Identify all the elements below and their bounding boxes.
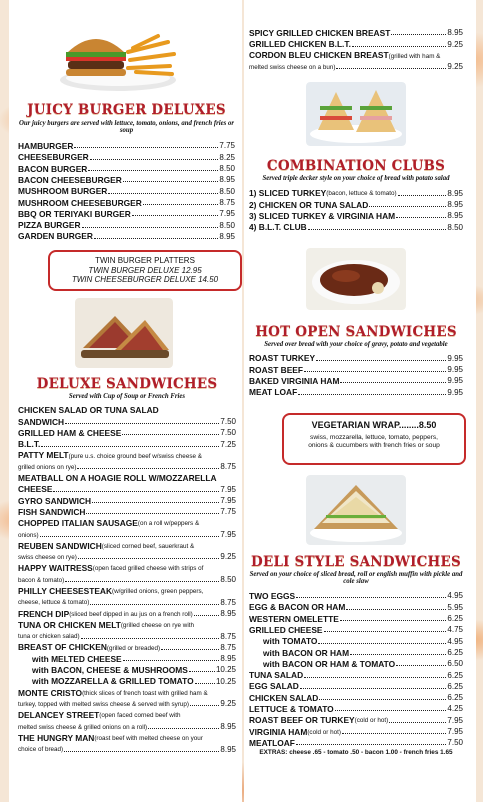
menu-item: BACON CHEESEBURGER 8.95 [18, 174, 235, 185]
menu-item: with BACON OR HAM & TOMATO 6.50 [263, 658, 463, 669]
menu-item: with BACON, CHEESE & MUSHROOMS 10.25 [32, 665, 236, 676]
menu-item: PIZZA BURGER 8.50 [18, 220, 235, 231]
menu-item: BACON BURGER 8.50 [18, 163, 235, 174]
menu-item: 3) SLICED TURKEY & VIRGINIA HAM 8.95 [249, 210, 463, 221]
menu-item: TUNA OR CHICKEN MELT (grilled cheese on rye with [18, 619, 194, 630]
menu-item-cont: CHEESE 7.95 [18, 484, 236, 495]
menu-item: LETTUCE & TOMATO 4.25 [249, 703, 463, 714]
combo-list [249, 186, 463, 231]
menu-item: PATTY MELT (pure u.s. choice ground beef w/swiss cheese & [18, 450, 202, 461]
veg-desc-1: swiss, mozzarella, lettuce, tomato, peppers, [310, 433, 438, 441]
menu-item: HAMBURGER 7.75 [18, 141, 235, 152]
menu-item: B.L.T. 7.25 [18, 439, 236, 450]
chicken-items [249, 26, 463, 71]
club-sandwich-photo [306, 82, 406, 146]
combo-subtitle: Served triple decker style on your choice of bread with potato salad [262, 174, 450, 182]
platter-line-1: TWIN BURGER DELUXE 12.95 [88, 265, 202, 275]
menu-item: with MOZZARELLA & GRILLED TOMATO 10.25 [32, 676, 236, 687]
menu-item: CORDON BLEU CHICKEN BREAST (grilled with ham & [249, 50, 441, 61]
menu-item: with TOMATO 4.95 [263, 636, 463, 647]
menu-item-cont: cheese, lettuce & tomato) 8.75 [18, 597, 236, 607]
menu-item: 4) B.L.T. CLUB 8.50 [249, 222, 463, 233]
juicy-burger-list [18, 139, 235, 241]
menu-item: MEATLOAF 7.50 [249, 737, 463, 748]
menu-item: MEAT LOAF 9.95 [249, 387, 463, 398]
deli-list [249, 589, 463, 747]
menu-item-cont: melted swiss cheese on a bun) 9.25 [249, 62, 463, 72]
menu-item: CHICKEN SALAD 6.25 [249, 692, 463, 703]
platter-title: TWIN BURGER PLATTERS [95, 256, 195, 265]
menu-item: CHICKEN SALAD OR TUNA SALAD [18, 405, 159, 416]
menu-item: GYRO SANDWICH 7.95 [18, 495, 236, 506]
deluxe-title: DELUXE SANDWICHES [36, 376, 218, 392]
menu-item: ROAST TURKEY 9.95 [249, 353, 463, 364]
menu-item: ROAST BEEF OR TURKEY (cold or hot) 7.95 [249, 715, 463, 726]
menu-item-cont: melted swiss cheese & grilled onions on a roll) 8.95 [18, 721, 236, 731]
menu-item: MONTE CRISTO (thick slices of french toast with grilled ham & [18, 687, 208, 698]
menu-item: 2) CHICKEN OR TUNA SALAD 8.95 [249, 199, 463, 210]
veg-desc-2: onions & cucumbers with french fries or soup [308, 441, 440, 449]
hot-open-sandwiches-section [249, 326, 463, 397]
menu-item: GARDEN BURGER 8.95 [18, 231, 235, 242]
menu-item-cont: turkey, topped with melted swiss cheese & served with syrup) 9.25 [18, 699, 236, 709]
menu-item: with BACON OR HAM 6.25 [263, 647, 463, 658]
menu-item-cont: bacon & tomato) 8.50 [18, 575, 236, 585]
reuben-sandwich-photo [75, 298, 173, 368]
juicy-burger-section [18, 104, 235, 241]
deli-title: DELI STYLE SANDWICHES [251, 554, 461, 570]
menu-item-cont: grilled onions on rye) 8.75 [18, 462, 236, 472]
menu-item: EGG SALAD 6.25 [249, 681, 463, 692]
menu-item: MUSHROOM BURGER 8.50 [18, 186, 235, 197]
menu-item: MUSHROOM CHEESEBURGER 8.75 [18, 197, 235, 208]
platter-line-2: TWIN CHEESEBURGER DELUXE 14.50 [71, 275, 219, 285]
menu-item: CHEESEBURGER 8.25 [18, 152, 235, 163]
deli-style-sandwiches-section [249, 556, 463, 757]
menu-item: WESTERN OMELETTE 6.25 [249, 613, 463, 624]
menu-item-cont: tuna or chicken salad) 8.75 [18, 631, 236, 641]
hot-subtitle: Served over bread with your choice of gravy, potato and vegetable [264, 340, 448, 348]
twin-burger-platters-box [48, 250, 242, 291]
menu-item-cont: swiss cheese on rye) 9.25 [18, 552, 236, 562]
menu-item-cont: choice of bread) 8.95 [18, 744, 236, 754]
extras-line: EXTRAS: cheese .65 - tomato .50 - bacon 1.00 - french fries 1.65 [259, 749, 453, 757]
deli-sandwich-photo [306, 475, 406, 545]
hot-title: HOT OPEN SANDWICHES [255, 324, 457, 340]
hot-list [249, 351, 463, 396]
menu-item: FRENCH DIP (sliced beef dipped in au jus on a french roll) 8.95 [18, 608, 236, 619]
menu-item: CHOPPED ITALIAN SAUSAGE (on a roll w/peppers & [18, 518, 200, 529]
menu-item: TUNA SALAD 6.25 [249, 670, 463, 681]
deluxe-sandwiches-section [18, 378, 236, 754]
menu-item: SPICY GRILLED CHICKEN BREAST 8.95 [249, 27, 463, 38]
menu-item: SANDWICH 7.50 [18, 416, 236, 427]
menu-item: TWO EGGS 4.95 [249, 591, 463, 602]
vegetarian-wrap-box [282, 413, 466, 465]
menu-item: EGG & BACON OR HAM 5.95 [249, 602, 463, 613]
menu-item: BREAST OF CHICKEN (grilled or breaded) 8.75 [18, 642, 236, 653]
menu-item: DELANCEY STREET (open faced corned beef with [18, 710, 181, 721]
menu-item: GRILLED CHICKEN B.L.T. 9.25 [249, 39, 463, 50]
menu-item: 1) SLICED TURKEY (bacon, lettuce & tomato) 8.95 [249, 188, 463, 199]
menu-item: GRILLED HAM & CHEESE 7.50 [18, 427, 236, 438]
menu-item: ROAST BEEF 9.95 [249, 364, 463, 375]
deluxe-subtitle: Served with Cup of Soup or French Fries [68, 392, 186, 400]
juicy-burger-title: JUICY BURGER DELUXES [27, 102, 226, 118]
menu-item: REUBEN SANDWICH (sliced corned beef, sauerkraut & [18, 540, 195, 551]
menu-item: BAKED VIRGINIA HAM 9.95 [249, 375, 463, 386]
menu-item: GRILLED CHEESE 4.75 [249, 624, 463, 635]
menu-item: VIRGINIA HAM (cold or hot) 7.95 [249, 726, 463, 737]
menu-item: FISH SANDWICH 7.75 [18, 506, 236, 517]
veg-title-line: VEGETARIAN WRAP........8.50 [311, 420, 437, 430]
menu-item: MEATBALL ON A HOAGIE ROLL W/MOZZARELLA [18, 472, 217, 483]
menu-item-cont: onions) 7.95 [18, 529, 236, 539]
menu-item: PHILLY CHEESESTEAK (w/grilled onions, green peppers, [18, 585, 204, 596]
combo-title: COMBINATION CLUBS [266, 158, 446, 174]
deluxe-list [18, 403, 236, 753]
menu-item: with MELTED CHEESE 8.95 [32, 653, 236, 664]
combination-clubs-section [249, 160, 463, 232]
hot-open-sandwich-photo [306, 248, 406, 310]
juicy-burger-subtitle: Our juicy burgers are served with lettuce, tomato, onions, and french fries or soup [18, 119, 235, 135]
menu-item: BBQ OR TERIYAKI BURGER 7.95 [18, 208, 235, 219]
deli-subtitle: Served on your choice of sliced bread, roll or english muffin with pickle and cole slaw [249, 570, 463, 586]
menu-item: THE HUNGRY MAN (roast beef with melted cheese on your [18, 732, 203, 743]
menu-item: HAPPY WAITRESS (open faced grilled cheese with strips of [18, 563, 204, 574]
burger-fries-photo [58, 22, 176, 92]
